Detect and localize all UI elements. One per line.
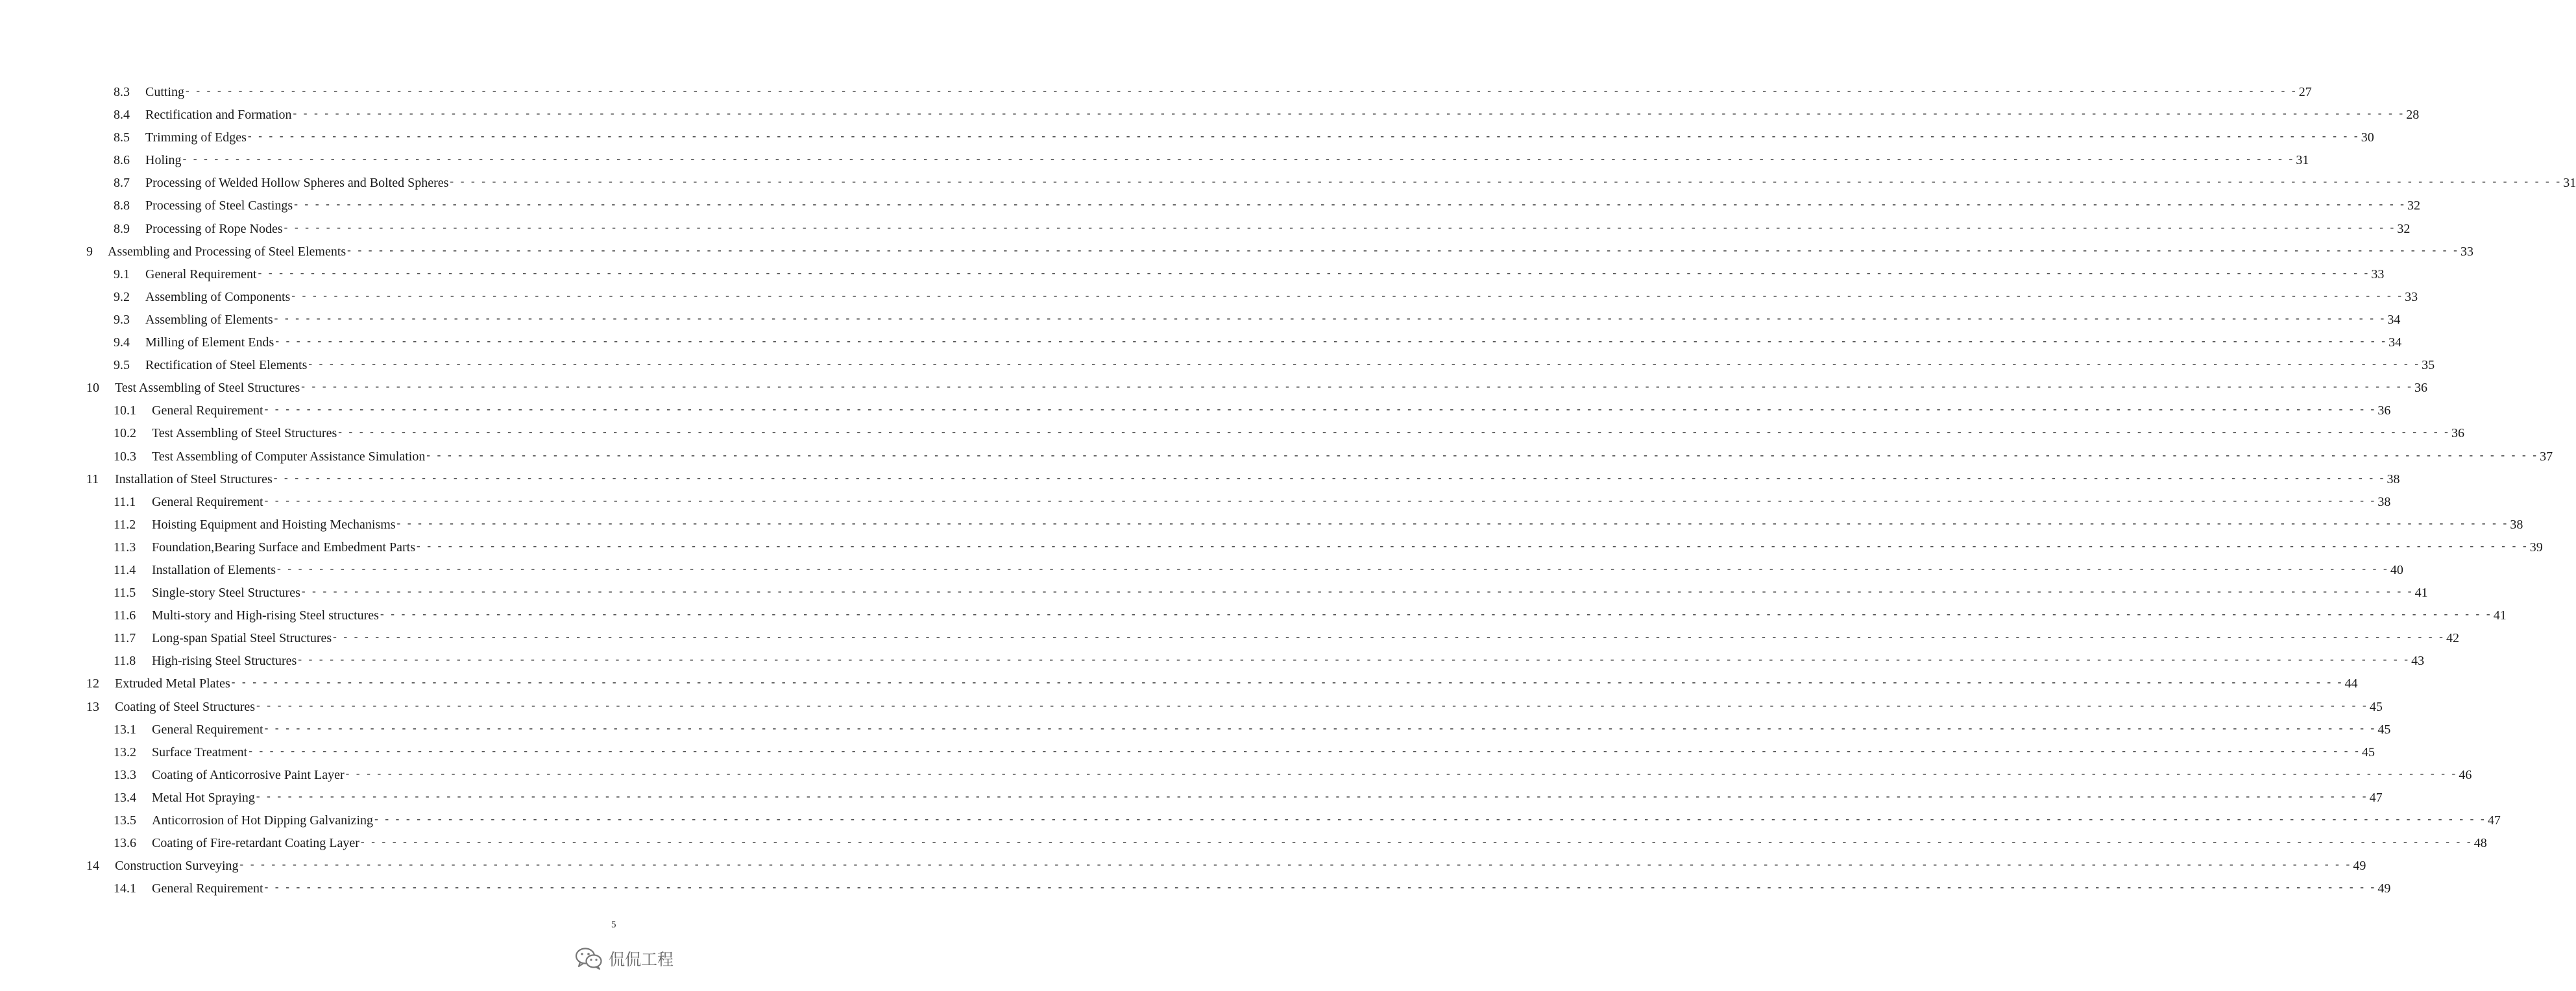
toc-entry-page: 45: [2369, 699, 2383, 714]
table-of-contents: [0, 81, 2576, 900]
toc-entry-line: [152, 764, 2472, 787]
toc-entry-page: 45: [2361, 745, 2375, 759]
toc-dot-leader: - - - - - - - - - - - - - - - - - - - - - - - - - - - - - - - - - - - - - - - - - - - - - - - - - - - - - - - - - - - - - - - - - - - - - - - - - - - - - - - - - - - - - - - - - - - - - - - - - - - - - - - - - - - - - - - - - - - - - - - - - - - - - - - - - - - - - - - - - - - - - - - - - - - - - - - - - - - - - - - - - - - - - - - - - - - - - - - - - - - - - - - - - - - - - - - - - - - - - - - -: [338, 425, 2451, 438]
toc-dot-leader: - - - - - - - - - - - - - - - - - - - - - - - - - - - - - - - - - - - - - - - - - - - - - - - - - - - - - - - - - - - - - - - - - - - - - - - - - - - - - - - - - - - - - - - - - - - - - - - - - - - - - - - - - - - - - - - - - - - - - - - - - - - - - - - - - - - - - - - - - - - - - - - - - - - - - - - - - - - - - - - - - - - - - - - - - - - - - - - - - - - - - - - - - - - - - - - - - - - - - - - -: [380, 608, 2492, 621]
toc-entry-number: 8.4: [114, 108, 130, 123]
toc-entry-line: [145, 263, 2385, 286]
toc-entry-title: Test Assembling of Computer Assistance Simulation: [152, 449, 426, 464]
toc-entry-page: 46: [2459, 767, 2472, 782]
toc-entry-page: 32: [2397, 221, 2411, 236]
toc-entry-number: 9.3: [114, 312, 130, 327]
toc-dot-leader: - - - - - - - - - - - - - - - - - - - - - - - - - - - - - - - - - - - - - - - - - - - - - - - - - - - - - - - - - - - - - - - - - - - - - - - - - - - - - - - - - - - - - - - - - - - - - - - - - - - - - - - - - - - - - - - - - - - - - - - - - - - - - - - - - - - - - - - - - - - - - - - - - - - - - - - - - - - - - - - - - - - - - - - - - - - - - - - - - - - - - - - - - - - - - - - - - - - - - - - -: [264, 494, 2377, 507]
toc-entry-number: 12: [86, 676, 99, 691]
toc-entry-page: 33: [2405, 289, 2418, 304]
toc-entry-title: Rectification of Steel Elements: [145, 358, 308, 373]
toc-entry-page: 47: [2369, 790, 2383, 805]
toc-entry-page: 36: [2451, 426, 2465, 441]
toc-entry-line: [145, 126, 2374, 149]
toc-entry-title: Assembling of Elements: [145, 312, 273, 327]
toc-entry-page: 38: [2510, 517, 2523, 532]
toc-entry-line: [145, 331, 2402, 354]
watermark: [575, 947, 674, 970]
toc-entry-title: Surface Treatment: [152, 745, 248, 759]
toc-entry-page: 37: [2540, 449, 2553, 464]
toc-entry-number: 11.4: [114, 562, 136, 577]
toc-entry-title: Extruded Metal Plates: [115, 676, 230, 691]
toc-entry-title: Cutting: [145, 85, 185, 99]
toc-entry: [0, 787, 2383, 809]
toc-entry: [0, 263, 2385, 286]
toc-entry-number: 10: [86, 381, 99, 396]
toc-dot-leader: - - - - - - - - - - - - - - - - - - - - - - - - - - - - - - - - - - - - - - - - - - - - - - - - - - - - - - - - - - - - - - - - - - - - - - - - - - - - - - - - - - - - - - - - - - - - - - - - - - - - - - - - - - - - - - - - - - - - - - - - - - - - - - - - - - - - - - - - - - - - - - - - - - - - - - - - - - - - - - - - - - - - - - - - - - - - - - - - - - - - - - - - - - - - - - - - - - - - - - - -: [301, 380, 2414, 393]
toc-entry-line: [152, 832, 2487, 855]
toc-entry: [0, 218, 2411, 241]
toc-entry-page: 47: [2487, 813, 2501, 828]
toc-dot-leader: - - - - - - - - - - - - - - - - - - - - - - - - - - - - - - - - - - - - - - - - - - - - - - - - - - - - - - - - - - - - - - - - - - - - - - - - - - - - - - - - - - - - - - - - - - - - - - - - - - - - - - - - - - - - - - - - - - - - - - - - - - - - - - - - - - - - - - - - - - - - - - - - - - - - - - - - - - - - - - - - - - - - - - - - - - - - - - - - - - - - - - - - - - - - - - - - - - - - - - - -: [186, 84, 2298, 97]
toc-dot-leader: - - - - - - - - - - - - - - - - - - - - - - - - - - - - - - - - - - - - - - - - - - - - - - - - - - - - - - - - - - - - - - - - - - - - - - - - - - - - - - - - - - - - - - - - - - - - - - - - - - - - - - - - - - - - - - - - - - - - - - - - - - - - - - - - - - - - - - - - - - - - - - - - - - - - - - - - - - - - - - - - - - - - - - - - - - - - - - - - - - - - - - - - - - - - - - - - - - - - - - - -: [273, 471, 2386, 484]
toc-entry-title: Rectification and Formation: [145, 108, 292, 123]
toc-entry-page: 35: [2422, 358, 2435, 373]
toc-entry-number: 9.5: [114, 358, 130, 373]
toc-entry-page: 39: [2529, 540, 2543, 555]
toc-entry-line: [115, 468, 2400, 491]
toc-entry-number: 8.5: [114, 130, 130, 145]
toc-entry-line: [152, 491, 2391, 514]
toc-entry-page: 33: [2371, 267, 2385, 281]
toc-entry-line: [152, 627, 2459, 650]
toc-entry-page: 44: [2344, 676, 2358, 691]
toc-entry-page: 43: [2411, 654, 2425, 669]
toc-entry-line: [115, 673, 2358, 695]
toc-dot-leader: - - - - - - - - - - - - - - - - - - - - - - - - - - - - - - - - - - - - - - - - - - - - - - - - - - - - - - - - - - - - - - - - - - - - - - - - - - - - - - - - - - - - - - - - - - - - - - - - - - - - - - - - - - - - - - - - - - - - - - - - - - - - - - - - - - - - - - - - - - - - - - - - - - - - - - - - - - - - - - - - - - - - - - - - - - - - - - - - - - - - - - - - - - - - - - - - - - - - - - - -: [308, 357, 2421, 370]
toc-entry: [0, 832, 2487, 855]
toc-entry-number: 10.3: [114, 449, 136, 464]
toc-entry-number: 13.6: [114, 836, 136, 851]
toc-entry-line: [115, 855, 2366, 878]
toc-dot-leader: - - - - - - - - - - - - - - - - - - - - - - - - - - - - - - - - - - - - - - - - - - - - - - - - - - - - - - - - - - - - - - - - - - - - - - - - - - - - - - - - - - - - - - - - - - - - - - - - - - - - - - - - - - - - - - - - - - - - - - - - - - - - - - - - - - - - - - - - - - - - - - - - - - - - - - - - - - - - - - - - - - - - - - - - - - - - - - - - - - - - - - - - - - - - - - - - - - - - - - - -: [450, 175, 2562, 188]
toc-entry: [0, 741, 2375, 764]
toc-entry-title: Assembling and Processing of Steel Elements: [108, 244, 346, 259]
toc-entry-number: 11.7: [114, 631, 136, 646]
toc-entry-page: 34: [2387, 312, 2401, 327]
toc-entry-page: 36: [2377, 403, 2391, 418]
toc-dot-leader: - - - - - - - - - - - - - - - - - - - - - - - - - - - - - - - - - - - - - - - - - - - - - - - - - - - - - - - - - - - - - - - - - - - - - - - - - - - - - - - - - - - - - - - - - - - - - - - - - - - - - - - - - - - - - - - - - - - - - - - - - - - - - - - - - - - - - - - - - - - - - - - - - - - - - - - - - - - - - - - - - - - - - - - - - - - - - - - - - - - - - - - - - - - - - - - - - - - - - - - -: [374, 813, 2486, 825]
toc-entry-title: Installation of Elements: [152, 562, 276, 577]
toc-entry: [0, 331, 2402, 354]
toc-entry-number: 13.2: [114, 745, 136, 759]
toc-entry: [0, 172, 2576, 195]
toc-entry: [0, 491, 2391, 514]
toc-entry-line: [115, 696, 2383, 719]
toc-entry-line: [152, 650, 2425, 673]
toc-entry: [0, 354, 2435, 377]
toc-entry-line: [145, 286, 2418, 309]
toc-entry-number: 10.1: [114, 403, 136, 418]
toc-entry-title: Installation of Steel Structures: [115, 472, 273, 486]
toc-entry-number: 8.7: [114, 176, 130, 191]
toc-dot-leader: - - - - - - - - - - - - - - - - - - - - - - - - - - - - - - - - - - - - - - - - - - - - - - - - - - - - - - - - - - - - - - - - - - - - - - - - - - - - - - - - - - - - - - - - - - - - - - - - - - - - - - - - - - - - - - - - - - - - - - - - - - - - - - - - - - - - - - - - - - - - - - - - - - - - - - - - - - - - - - - - - - - - - - - - - - - - - - - - - - - - - - - - - - - - - - - - - - - - - - - -: [277, 562, 2389, 575]
toc-entry: [0, 81, 2312, 104]
toc-entry: [0, 719, 2391, 741]
toc-entry-title: Multi-story and High-rising Steel structures: [152, 608, 379, 623]
toc-entry: [0, 650, 2425, 673]
toc-dot-leader: - - - - - - - - - - - - - - - - - - - - - - - - - - - - - - - - - - - - - - - - - - - - - - - - - - - - - - - - - - - - - - - - - - - - - - - - - - - - - - - - - - - - - - - - - - - - - - - - - - - - - - - - - - - - - - - - - - - - - - - - - - - - - - - - - - - - - - - - - - - - - - - - - - - - - - - - - - - - - - - - - - - - - - - - - - - - - - - - - - - - - - - - - - - - - - - - - - - - - - - -: [426, 448, 2539, 461]
toc-entry-title: Test Assembling of Steel Structures: [115, 381, 300, 396]
toc-entry-number: 9.1: [114, 267, 130, 281]
toc-entry-line: [152, 446, 2553, 468]
toc-entry-title: Assembling of Components: [145, 289, 291, 304]
toc-entry-page: 41: [2414, 586, 2428, 601]
toc-dot-leader: - - - - - - - - - - - - - - - - - - - - - - - - - - - - - - - - - - - - - - - - - - - - - - - - - - - - - - - - - - - - - - - - - - - - - - - - - - - - - - - - - - - - - - - - - - - - - - - - - - - - - - - - - - - - - - - - - - - - - - - - - - - - - - - - - - - - - - - - - - - - - - - - - - - - - - - - - - - - - - - - - - - - - - - - - - - - - - - - - - - - - - - - - - - - - - - - - - - - - - - -: [249, 744, 2361, 757]
toc-entry-title: General Requirement: [152, 403, 263, 418]
toc-dot-leader: - - - - - - - - - - - - - - - - - - - - - - - - - - - - - - - - - - - - - - - - - - - - - - - - - - - - - - - - - - - - - - - - - - - - - - - - - - - - - - - - - - - - - - - - - - - - - - - - - - - - - - - - - - - - - - - - - - - - - - - - - - - - - - - - - - - - - - - - - - - - - - - - - - - - - - - - - - - - - - - - - - - - - - - - - - - - - - - - - - - - - - - - - - - - - - - - - - - - - - - -: [301, 585, 2414, 598]
toc-entry-page: 49: [2353, 859, 2366, 874]
toc-entry: [0, 126, 2374, 149]
toc-dot-leader: - - - - - - - - - - - - - - - - - - - - - - - - - - - - - - - - - - - - - - - - - - - - - - - - - - - - - - - - - - - - - - - - - - - - - - - - - - - - - - - - - - - - - - - - - - - - - - - - - - - - - - - - - - - - - - - - - - - - - - - - - - - - - - - - - - - - - - - - - - - - - - - - - - - - - - - - - - - - - - - - - - - - - - - - - - - - - - - - - - - - - - - - - - - - - - - - - - - - - - - -: [264, 721, 2377, 734]
toc-entry-line: [152, 400, 2391, 422]
toc-entry: [0, 696, 2383, 719]
toc-entry-title: Single-story Steel Structures: [152, 586, 300, 601]
toc-dot-leader: - - - - - - - - - - - - - - - - - - - - - - - - - - - - - - - - - - - - - - - - - - - - - - - - - - - - - - - - - - - - - - - - - - - - - - - - - - - - - - - - - - - - - - - - - - - - - - - - - - - - - - - - - - - - - - - - - - - - - - - - - - - - - - - - - - - - - - - - - - - - - - - - - - - - - - - - - - - - - - - - - - - - - - - - - - - - - - - - - - - - - - - - - - - - - - - - - - - - - - - -: [256, 789, 2368, 802]
toc-dot-leader: - - - - - - - - - - - - - - - - - - - - - - - - - - - - - - - - - - - - - - - - - - - - - - - - - - - - - - - - - - - - - - - - - - - - - - - - - - - - - - - - - - - - - - - - - - - - - - - - - - - - - - - - - - - - - - - - - - - - - - - - - - - - - - - - - - - - - - - - - - - - - - - - - - - - - - - - - - - - - - - - - - - - - - - - - - - - - - - - - - - - - - - - - - - - - - - - - - - - - - - -: [182, 152, 2295, 165]
toc-entry-number: 11.1: [114, 494, 136, 509]
toc-entry-page: 32: [2407, 198, 2420, 213]
toc-entry-title: Processing of Welded Hollow Spheres and Bolted Spheres: [145, 176, 449, 191]
toc-entry: [0, 559, 2403, 582]
toc-entry-number: 11: [86, 472, 99, 486]
toc-entry: [0, 446, 2553, 468]
toc-entry-line: [152, 559, 2403, 582]
toc-entry-number: 8.9: [114, 221, 130, 236]
toc-entry-title: Processing of Steel Castings: [145, 198, 293, 213]
toc-entry-page: 33: [2460, 244, 2473, 259]
toc-entry-line: [145, 309, 2401, 331]
toc-dot-leader: - - - - - - - - - - - - - - - - - - - - - - - - - - - - - - - - - - - - - - - - - - - - - - - - - - - - - - - - - - - - - - - - - - - - - - - - - - - - - - - - - - - - - - - - - - - - - - - - - - - - - - - - - - - - - - - - - - - - - - - - - - - - - - - - - - - - - - - - - - - - - - - - - - - - - - - - - - - - - - - - - - - - - - - - - - - - - - - - - - - - - - - - - - - - - - - - - - - - - - - -: [247, 130, 2360, 143]
toc-dot-leader: - - - - - - - - - - - - - - - - - - - - - - - - - - - - - - - - - - - - - - - - - - - - - - - - - - - - - - - - - - - - - - - - - - - - - - - - - - - - - - - - - - - - - - - - - - - - - - - - - - - - - - - - - - - - - - - - - - - - - - - - - - - - - - - - - - - - - - - - - - - - - - - - - - - - - - - - - - - - - - - - - - - - - - - - - - - - - - - - - - - - - - - - - - - - - - - - - - - - - - - -: [396, 516, 2509, 529]
toc-entry-number: 10.2: [114, 426, 136, 441]
toc-entry-line: [152, 582, 2428, 604]
toc-entry-line: [145, 81, 2312, 104]
toc-entry-line: [145, 149, 2309, 172]
toc-entry-title: General Requirement: [152, 494, 263, 509]
toc-entry-page: 31: [2296, 153, 2309, 168]
watermark-text: 侃侃工程: [609, 950, 674, 969]
toc-entry-number: 9: [86, 244, 93, 259]
toc-entry-number: 13: [86, 699, 99, 714]
toc-entry-number: 13.1: [114, 722, 136, 737]
toc-entry-page: 42: [2446, 631, 2459, 646]
toc-entry-line: [145, 218, 2411, 241]
toc-entry-title: Hoisting Equipment and Hoisting Mechanisms: [152, 517, 396, 532]
toc-entry-number: 11.8: [114, 654, 136, 669]
toc-entry-title: Anticorrosion of Hot Dipping Galvanizing: [152, 813, 374, 828]
toc-entry-line: [152, 536, 2543, 559]
toc-entry-title: General Requirement: [145, 267, 257, 281]
toc-entry-line: [152, 422, 2465, 445]
toc-entry-page: 38: [2377, 494, 2391, 509]
toc-entry-number: 11.5: [114, 586, 136, 601]
toc-entry-page: 28: [2406, 108, 2420, 123]
toc-entry-number: 11.2: [114, 517, 136, 532]
toc-entry: [0, 468, 2400, 491]
toc-entry-title: Test Assembling of Steel Structures: [152, 426, 337, 441]
toc-dot-leader: - - - - - - - - - - - - - - - - - - - - - - - - - - - - - - - - - - - - - - - - - - - - - - - - - - - - - - - - - - - - - - - - - - - - - - - - - - - - - - - - - - - - - - - - - - - - - - - - - - - - - - - - - - - - - - - - - - - - - - - - - - - - - - - - - - - - - - - - - - - - - - - - - - - - - - - - - - - - - - - - - - - - - - - - - - - - - - - - - - - - - - - - - - - - - - - - - - - - - - - -: [275, 335, 2388, 348]
toc-entry-number: 9.4: [114, 335, 130, 350]
toc-entry-line: [115, 377, 2428, 400]
toc-entry-title: Metal Hot Spraying: [152, 790, 255, 805]
toc-entry-title: Milling of Element Ends: [145, 335, 274, 350]
toc-entry: [0, 514, 2523, 536]
toc-entry-title: Coating of Anticorrosive Paint Layer: [152, 767, 345, 782]
wechat-icon: [575, 947, 603, 970]
page-number: 5: [611, 920, 616, 930]
toc-entry-number: 9.2: [114, 289, 130, 304]
toc-entry: [0, 764, 2472, 787]
toc-entry: [0, 149, 2309, 172]
toc-entry-page: 45: [2377, 722, 2391, 737]
toc-entry-number: 11.3: [114, 540, 136, 555]
toc-entry: [0, 422, 2465, 445]
toc-entry-number: 11.6: [114, 608, 136, 623]
toc-entry-line: [152, 741, 2375, 764]
toc-entry-page: 31: [2563, 176, 2576, 191]
toc-entry: [0, 104, 2420, 126]
toc-entry-page: 48: [2473, 836, 2487, 851]
toc-dot-leader: - - - - - - - - - - - - - - - - - - - - - - - - - - - - - - - - - - - - - - - - - - - - - - - - - - - - - - - - - - - - - - - - - - - - - - - - - - - - - - - - - - - - - - - - - - - - - - - - - - - - - - - - - - - - - - - - - - - - - - - - - - - - - - - - - - - - - - - - - - - - - - - - - - - - - - - - - - - - - - - - - - - - - - - - - - - - - - - - - - - - - - - - - - - - - - - - - - - - - - - -: [284, 221, 2396, 233]
toc-entry-page: 38: [2387, 472, 2400, 486]
toc-dot-leader: - - - - - - - - - - - - - - - - - - - - - - - - - - - - - - - - - - - - - - - - - - - - - - - - - - - - - - - - - - - - - - - - - - - - - - - - - - - - - - - - - - - - - - - - - - - - - - - - - - - - - - - - - - - - - - - - - - - - - - - - - - - - - - - - - - - - - - - - - - - - - - - - - - - - - - - - - - - - - - - - - - - - - - - - - - - - - - - - - - - - - - - - - - - - - - - - - - - - - - - -: [417, 539, 2529, 552]
toc-dot-leader: - - - - - - - - - - - - - - - - - - - - - - - - - - - - - - - - - - - - - - - - - - - - - - - - - - - - - - - - - - - - - - - - - - - - - - - - - - - - - - - - - - - - - - - - - - - - - - - - - - - - - - - - - - - - - - - - - - - - - - - - - - - - - - - - - - - - - - - - - - - - - - - - - - - - - - - - - - - - - - - - - - - - - - - - - - - - - - - - - - - - - - - - - - - - - - - - - - - - - - - -: [264, 881, 2377, 894]
toc-entry-line: [152, 719, 2391, 741]
toc-entry-page: 30: [2361, 130, 2374, 145]
toc-entry-title: Coating of Fire-retardant Coating Layer: [152, 836, 359, 851]
toc-entry-title: Coating of Steel Structures: [115, 699, 256, 714]
toc-entry: [0, 878, 2391, 900]
toc-entry: [0, 309, 2401, 331]
toc-dot-leader: - - - - - - - - - - - - - - - - - - - - - - - - - - - - - - - - - - - - - - - - - - - - - - - - - - - - - - - - - - - - - - - - - - - - - - - - - - - - - - - - - - - - - - - - - - - - - - - - - - - - - - - - - - - - - - - - - - - - - - - - - - - - - - - - - - - - - - - - - - - - - - - - - - - - - - - - - - - - - - - - - - - - - - - - - - - - - - - - - - - - - - - - - - - - - - - - - - - - - - - -: [293, 107, 2405, 120]
toc-entry-page: 27: [2298, 85, 2312, 99]
toc-entry: [0, 195, 2420, 217]
toc-entry-page: 36: [2414, 381, 2428, 396]
toc-entry-title: Trimming of Edges: [145, 130, 247, 145]
toc-entry-number: 13.5: [114, 813, 136, 828]
toc-dot-leader: - - - - - - - - - - - - - - - - - - - - - - - - - - - - - - - - - - - - - - - - - - - - - - - - - - - - - - - - - - - - - - - - - - - - - - - - - - - - - - - - - - - - - - - - - - - - - - - - - - - - - - - - - - - - - - - - - - - - - - - - - - - - - - - - - - - - - - - - - - - - - - - - - - - - - - - - - - - - - - - - - - - - - - - - - - - - - - - - - - - - - - - - - - - - - - - - - - - - - - - -: [347, 243, 2459, 256]
toc-dot-leader: - - - - - - - - - - - - - - - - - - - - - - - - - - - - - - - - - - - - - - - - - - - - - - - - - - - - - - - - - - - - - - - - - - - - - - - - - - - - - - - - - - - - - - - - - - - - - - - - - - - - - - - - - - - - - - - - - - - - - - - - - - - - - - - - - - - - - - - - - - - - - - - - - - - - - - - - - - - - - - - - - - - - - - - - - - - - - - - - - - - - - - - - - - - - - - - - - - - - - - - -: [231, 676, 2344, 689]
toc-dot-leader: - - - - - - - - - - - - - - - - - - - - - - - - - - - - - - - - - - - - - - - - - - - - - - - - - - - - - - - - - - - - - - - - - - - - - - - - - - - - - - - - - - - - - - - - - - - - - - - - - - - - - - - - - - - - - - - - - - - - - - - - - - - - - - - - - - - - - - - - - - - - - - - - - - - - - - - - - - - - - - - - - - - - - - - - - - - - - - - - - - - - - - - - - - - - - - - - - - - - - - - -: [298, 653, 2411, 666]
toc-entry-line: [152, 809, 2501, 832]
toc-entry-title: General Requirement: [152, 722, 263, 737]
toc-entry: [0, 627, 2459, 650]
toc-dot-leader: - - - - - - - - - - - - - - - - - - - - - - - - - - - - - - - - - - - - - - - - - - - - - - - - - - - - - - - - - - - - - - - - - - - - - - - - - - - - - - - - - - - - - - - - - - - - - - - - - - - - - - - - - - - - - - - - - - - - - - - - - - - - - - - - - - - - - - - - - - - - - - - - - - - - - - - - - - - - - - - - - - - - - - - - - - - - - - - - - - - - - - - - - - - - - - - - - - - - - - - -: [294, 198, 2406, 211]
toc-entry-number: 14: [86, 859, 99, 874]
toc-dot-leader: - - - - - - - - - - - - - - - - - - - - - - - - - - - - - - - - - - - - - - - - - - - - - - - - - - - - - - - - - - - - - - - - - - - - - - - - - - - - - - - - - - - - - - - - - - - - - - - - - - - - - - - - - - - - - - - - - - - - - - - - - - - - - - - - - - - - - - - - - - - - - - - - - - - - - - - - - - - - - - - - - - - - - - - - - - - - - - - - - - - - - - - - - - - - - - - - - - - - - - - -: [345, 767, 2458, 780]
toc-entry-page: 40: [2390, 562, 2403, 577]
toc-entry: [0, 673, 2358, 695]
toc-entry-line: [152, 878, 2391, 900]
toc-entry-title: Foundation,Bearing Surface and Embedment Parts: [152, 540, 416, 555]
toc-entry: [0, 809, 2501, 832]
toc-dot-leader: - - - - - - - - - - - - - - - - - - - - - - - - - - - - - - - - - - - - - - - - - - - - - - - - - - - - - - - - - - - - - - - - - - - - - - - - - - - - - - - - - - - - - - - - - - - - - - - - - - - - - - - - - - - - - - - - - - - - - - - - - - - - - - - - - - - - - - - - - - - - - - - - - - - - - - - - - - - - - - - - - - - - - - - - - - - - - - - - - - - - - - - - - - - - - - - - - - - - - - - -: [264, 403, 2377, 416]
toc-entry-title: Long-span Spatial Steel Structures: [152, 631, 332, 646]
toc-entry-line: [145, 354, 2435, 377]
toc-entry: [0, 536, 2543, 559]
toc-dot-leader: - - - - - - - - - - - - - - - - - - - - - - - - - - - - - - - - - - - - - - - - - - - - - - - - - - - - - - - - - - - - - - - - - - - - - - - - - - - - - - - - - - - - - - - - - - - - - - - - - - - - - - - - - - - - - - - - - - - - - - - - - - - - - - - - - - - - - - - - - - - - - - - - - - - - - - - - - - - - - - - - - - - - - - - - - - - - - - - - - - - - - - - - - - - - - - - - - - - - - - - -: [333, 630, 2445, 643]
toc-dot-leader: - - - - - - - - - - - - - - - - - - - - - - - - - - - - - - - - - - - - - - - - - - - - - - - - - - - - - - - - - - - - - - - - - - - - - - - - - - - - - - - - - - - - - - - - - - - - - - - - - - - - - - - - - - - - - - - - - - - - - - - - - - - - - - - - - - - - - - - - - - - - - - - - - - - - - - - - - - - - - - - - - - - - - - - - - - - - - - - - - - - - - - - - - - - - - - - - - - - - - - - -: [239, 858, 2352, 871]
toc-entry: [0, 855, 2366, 878]
toc-entry-title: General Requirement: [152, 881, 263, 896]
toc-dot-leader: - - - - - - - - - - - - - - - - - - - - - - - - - - - - - - - - - - - - - - - - - - - - - - - - - - - - - - - - - - - - - - - - - - - - - - - - - - - - - - - - - - - - - - - - - - - - - - - - - - - - - - - - - - - - - - - - - - - - - - - - - - - - - - - - - - - - - - - - - - - - - - - - - - - - - - - - - - - - - - - - - - - - - - - - - - - - - - - - - - - - - - - - - - - - - - - - - - - - - - - -: [256, 698, 2368, 711]
toc-entry-line: [152, 787, 2383, 809]
toc-entry-line: [145, 172, 2576, 195]
toc-dot-leader: - - - - - - - - - - - - - - - - - - - - - - - - - - - - - - - - - - - - - - - - - - - - - - - - - - - - - - - - - - - - - - - - - - - - - - - - - - - - - - - - - - - - - - - - - - - - - - - - - - - - - - - - - - - - - - - - - - - - - - - - - - - - - - - - - - - - - - - - - - - - - - - - - - - - - - - - - - - - - - - - - - - - - - - - - - - - - - - - - - - - - - - - - - - - - - - - - - - - - - - -: [258, 266, 2370, 279]
toc-dot-leader: - - - - - - - - - - - - - - - - - - - - - - - - - - - - - - - - - - - - - - - - - - - - - - - - - - - - - - - - - - - - - - - - - - - - - - - - - - - - - - - - - - - - - - - - - - - - - - - - - - - - - - - - - - - - - - - - - - - - - - - - - - - - - - - - - - - - - - - - - - - - - - - - - - - - - - - - - - - - - - - - - - - - - - - - - - - - - - - - - - - - - - - - - - - - - - - - - - - - - - - -: [291, 289, 2404, 302]
toc-entry-line: [152, 514, 2523, 536]
toc-entry-number: 13.3: [114, 767, 136, 782]
toc-entry-title: Processing of Rope Nodes: [145, 221, 283, 236]
toc-entry-page: 34: [2388, 335, 2402, 350]
toc-entry-title: Holing: [145, 153, 182, 168]
toc-entry-number: 8.3: [114, 85, 130, 99]
toc-entry-number: 14.1: [114, 881, 136, 896]
toc-entry-line: [108, 241, 2473, 263]
toc-entry-line: [145, 195, 2420, 217]
toc-entry: [0, 377, 2428, 400]
toc-entry-line: [152, 604, 2507, 627]
toc-entry-title: High-rising Steel Structures: [152, 654, 297, 669]
toc-entry: [0, 241, 2473, 263]
toc-entry-line: [145, 104, 2420, 126]
toc-entry-number: 8.6: [114, 153, 130, 168]
toc-entry-title: Construction Surveying: [115, 859, 239, 874]
toc-entry-page: 41: [2493, 608, 2507, 623]
toc-entry-page: 49: [2377, 881, 2391, 896]
toc-entry: [0, 604, 2507, 627]
toc-entry-number: 13.4: [114, 790, 136, 805]
toc-entry: [0, 286, 2418, 309]
toc-entry: [0, 400, 2391, 422]
toc-dot-leader: - - - - - - - - - - - - - - - - - - - - - - - - - - - - - - - - - - - - - - - - - - - - - - - - - - - - - - - - - - - - - - - - - - - - - - - - - - - - - - - - - - - - - - - - - - - - - - - - - - - - - - - - - - - - - - - - - - - - - - - - - - - - - - - - - - - - - - - - - - - - - - - - - - - - - - - - - - - - - - - - - - - - - - - - - - - - - - - - - - - - - - - - - - - - - - - - - - - - - - - -: [274, 311, 2387, 324]
toc-entry-number: 8.8: [114, 198, 130, 213]
toc-dot-leader: - - - - - - - - - - - - - - - - - - - - - - - - - - - - - - - - - - - - - - - - - - - - - - - - - - - - - - - - - - - - - - - - - - - - - - - - - - - - - - - - - - - - - - - - - - - - - - - - - - - - - - - - - - - - - - - - - - - - - - - - - - - - - - - - - - - - - - - - - - - - - - - - - - - - - - - - - - - - - - - - - - - - - - - - - - - - - - - - - - - - - - - - - - - - - - - - - - - - - - - -: [360, 835, 2473, 848]
toc-entry: [0, 582, 2428, 604]
